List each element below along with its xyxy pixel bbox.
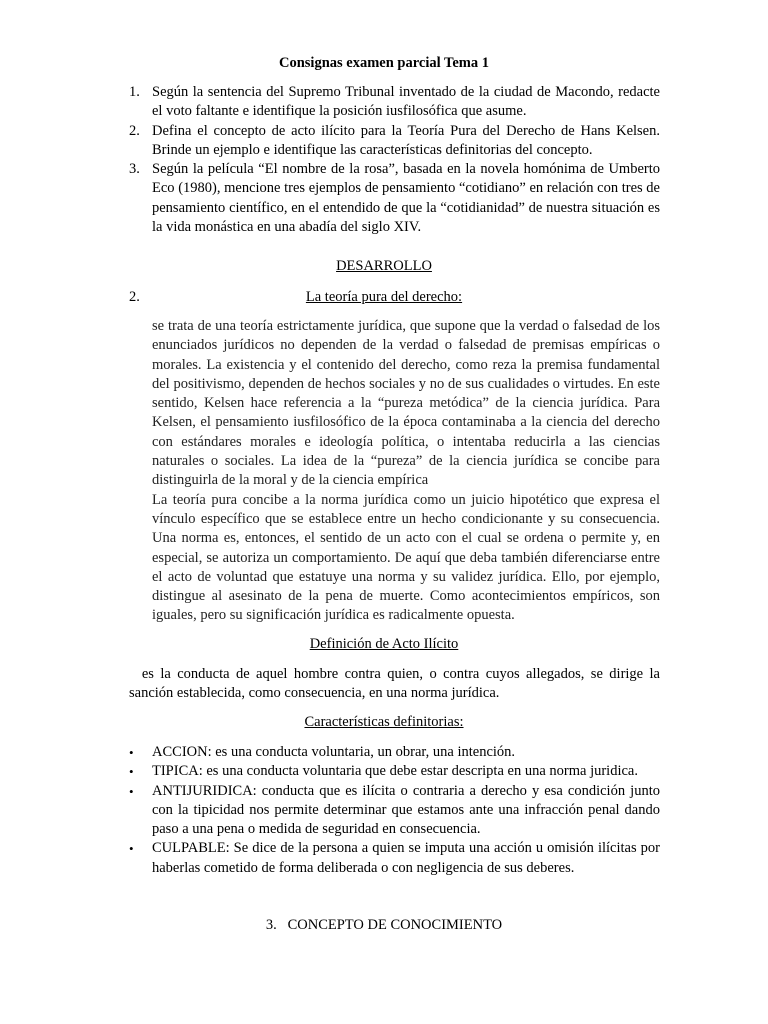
consigna-text: Según la película “El nombre de la rosa”, basada en la novela homónima de Umberto Eco (1980), mencione tres ejemplos de pensamiento “cotidiano” en relación con tres de pensamiento científico, en el entendido de que la “cotidianidad” de nuestra situación es la vida monástica en una abadía del siglo XIV.	[152, 161, 660, 236]
consigna-number: 2.	[129, 122, 140, 139]
bullet-icon: •	[129, 841, 134, 857]
acto-ilicito-definition	[129, 665, 660, 704]
acto-ilicito-text: es la conducta de aquel hombre contra quien, o contra cuyos allegados, se dirige la sanción establecida, como consecuencia, en una norma jurídica.	[129, 666, 660, 702]
document-title: Consignas examen parcial Tema 1	[278, 55, 489, 71]
consigna-number: 1.	[129, 84, 140, 100]
consigna-item	[129, 160, 660, 237]
caracteristica-item	[129, 839, 660, 878]
section3-heading: 3. CONCEPTO DE CONOCIMIENTO	[265, 917, 503, 933]
caracteristica-item	[129, 743, 660, 762]
caracteristica-item	[129, 782, 660, 840]
section2-heading: La teoría pura del derecho:	[305, 289, 463, 305]
caracteristica-text: TIPICA: es una conducta voluntaria que debe estar descripta en una norma juridica.	[152, 763, 638, 780]
acto-ilicito-heading: Definición de Acto Ilícito	[309, 636, 459, 652]
section2-body	[152, 317, 660, 626]
caracteristicas-heading: Características definitorias:	[304, 714, 464, 730]
section2-paragraph-1: se trata de una teoría estrictamente jurídica, que supone que la verdad o falsedad de los enunciados jurídicos no dependen de la verdad o falsedad de premisas empíricas o morales. La existencia y el contenido del derecho, como reza la premisa fundamental del positivismo, dependen de hechos sociales y no de sus cualidades o virtudes. En este sentido, Kelsen hace referencia a la “pureza metódica” de la ciencia jurídica. Para Kelsen, el pensamiento iusfilosófico de la época contaminaba a la ciencia del derecho con estándares morales e ideología política, o intentaba reducirla a las ciencias naturales o sociales. La idea de la “pureza” de la ciencia jurídica se concibe para distinguirla de la moral y de la ciencia empírica	[152, 318, 660, 489]
section2-paragraph-2: La teoría pura concibe a la norma jurídica como un juicio hipotético que expresa el vínculo específico que se establece entre un hecho condicionante y su consecuencia. Una norma es, entonces, el sentido de un acto con el cual se ordena o permite y, en especial, se autoriza un comportamiento. De aquí que deba también diferenciarse entre el acto de voluntad que estatuye una norma y su validez jurídica. Ello, por ejemplo, distingue al asesinato de la pena de muerte. Como acontecimientos empíricos, son iguales, pero su significación jurídica es radicalmente opuesta.	[152, 491, 660, 624]
bullet-icon: •	[129, 745, 134, 760]
section2-number: 2.	[129, 289, 140, 305]
caracteristica-item	[129, 762, 660, 781]
caracteristica-text: CULPABLE: Se dice de la persona a quien se imputa una acción u omisión ilícitas por haberlas cometido de forma deliberada o con negligencia de sus deberes.	[152, 840, 660, 876]
consigna-text: Según la sentencia del Supremo Tribunal inventado de la ciudad de Macondo, redacte el voto faltante e identifique la posición iusfilosófica que asume.	[152, 84, 660, 120]
consigna-item	[129, 83, 660, 122]
consigna-number: 3.	[129, 161, 140, 178]
caracteristica-text: ACCION: es una conducta voluntaria, un obrar, una intención.	[152, 744, 516, 760]
bullet-icon: •	[129, 764, 134, 780]
consignas-list	[129, 83, 660, 237]
desarrollo-heading: DESARROLLO	[336, 258, 432, 274]
caracteristica-text: ANTIJURIDICA: conducta que es ilícita o contraria a derecho y esa condición junto con la tipicidad nos permite determinar que estamos ante una infracción penal dando paso a una pena o medida de seguridad en consecuencia.	[152, 782, 660, 838]
caracteristicas-list	[129, 743, 660, 878]
consigna-item	[129, 122, 660, 161]
bullet-icon: •	[129, 783, 134, 799]
consigna-text: Defina el concepto de acto ilícito para la Teoría Pura del Derecho de Hans Kelsen. Brinde un ejemplo e identifique las características definitorias del concepto.	[152, 122, 660, 158]
